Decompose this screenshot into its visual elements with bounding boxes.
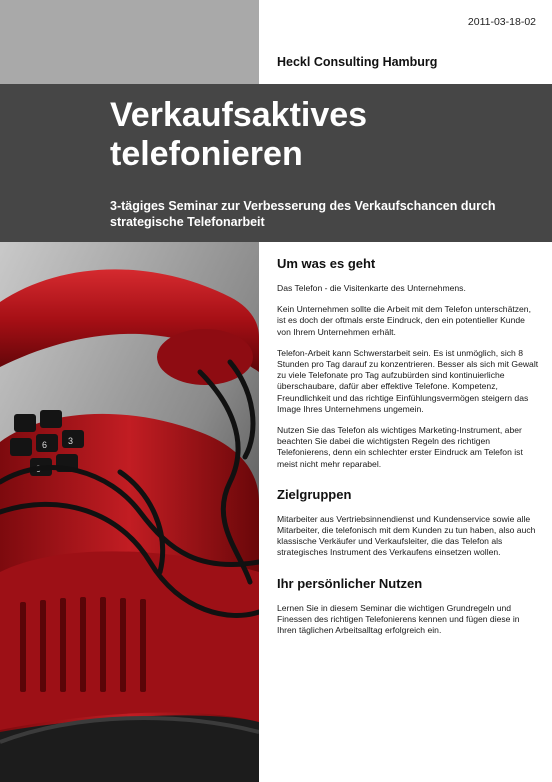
- paragraph: Nutzen Sie das Telefon als wichtiges Marketing-Instrument, aber beachten Sie dabei die wichtigsten Regeln des richtigen Telefonierens, denn ein schlechter erster Eindruck am Telefon ist meist nicht mehr reparabel.: [277, 425, 523, 469]
- key-label: 3: [68, 436, 74, 446]
- key-label: 9: [36, 464, 42, 474]
- paragraph: Kein Unternehmen sollte die Arbeit mit dem Telefon unterschätzen, ist es doch der oftmals erste Eindruck, den ein potentieller Kunde von Ihrem Unternehmen erhält.: [277, 304, 531, 337]
- phone-base-front: [0, 551, 259, 730]
- key-label: 6: [42, 440, 48, 450]
- paragraph: Das Telefon - die Visitenkarte des Unternehmens.: [277, 283, 466, 293]
- paragraph: Telefon-Arbeit kann Schwerstarbeit sein. Es ist unmöglich, sich 8 Stunden pro Tag darauf zu konzentrieren. Besser als sich mit Gewalt zu viele Telefonate pro Tag aufzubürden sind kontinuierliche überschaubare, dafür aber effektive Telefone. Kompetenz, Freundlichkeit und das richtige Einfühlungsvermögen steigern das Image Ihres Unternehmens ungemein.: [277, 347, 539, 414]
- company-name: Heckl Consulting Hamburg: [277, 55, 438, 69]
- telephone-illustration: [0, 242, 259, 782]
- document-date: 2011-03-18-02: [467, 16, 536, 28]
- paragraph: Lernen Sie in diesem Seminar die wichtigen Grundregeln und Finessen des richtigen Telefonierens kennen und fügen diese in Ihren täglichen Arbeitsalltag erfolgreich ein.: [277, 602, 520, 636]
- page-subtitle: 3-tägiges Seminar zur Verbesserung des Verkaufschancen durch strategische Telefonarbeit: [110, 199, 496, 229]
- header-grey-block: [0, 0, 259, 84]
- paragraph: Mitarbeiter aus Vertriebsinnendienst und Kundenservice sowie alle Mitarbeiter, die telefonisch mit dem Kunden zu tun haben, also auch klassische Verkäufer und Verkaufsleiter, die das Telefon als strategisches Instrument des Verkaufens einsetzen wollen.: [277, 513, 536, 558]
- title-line-1: Verkaufsaktives: [110, 96, 368, 134]
- red-telephone-photo: [0, 242, 259, 782]
- title-line-2: telefonieren: [110, 135, 303, 173]
- main-content: [277, 256, 539, 646]
- section-heading: Ihr persönlicher Nutzen: [277, 575, 423, 591]
- section-heading: Zielgruppen: [277, 486, 352, 502]
- section-heading: Um was es geht: [277, 256, 376, 271]
- page-title: [110, 96, 540, 174]
